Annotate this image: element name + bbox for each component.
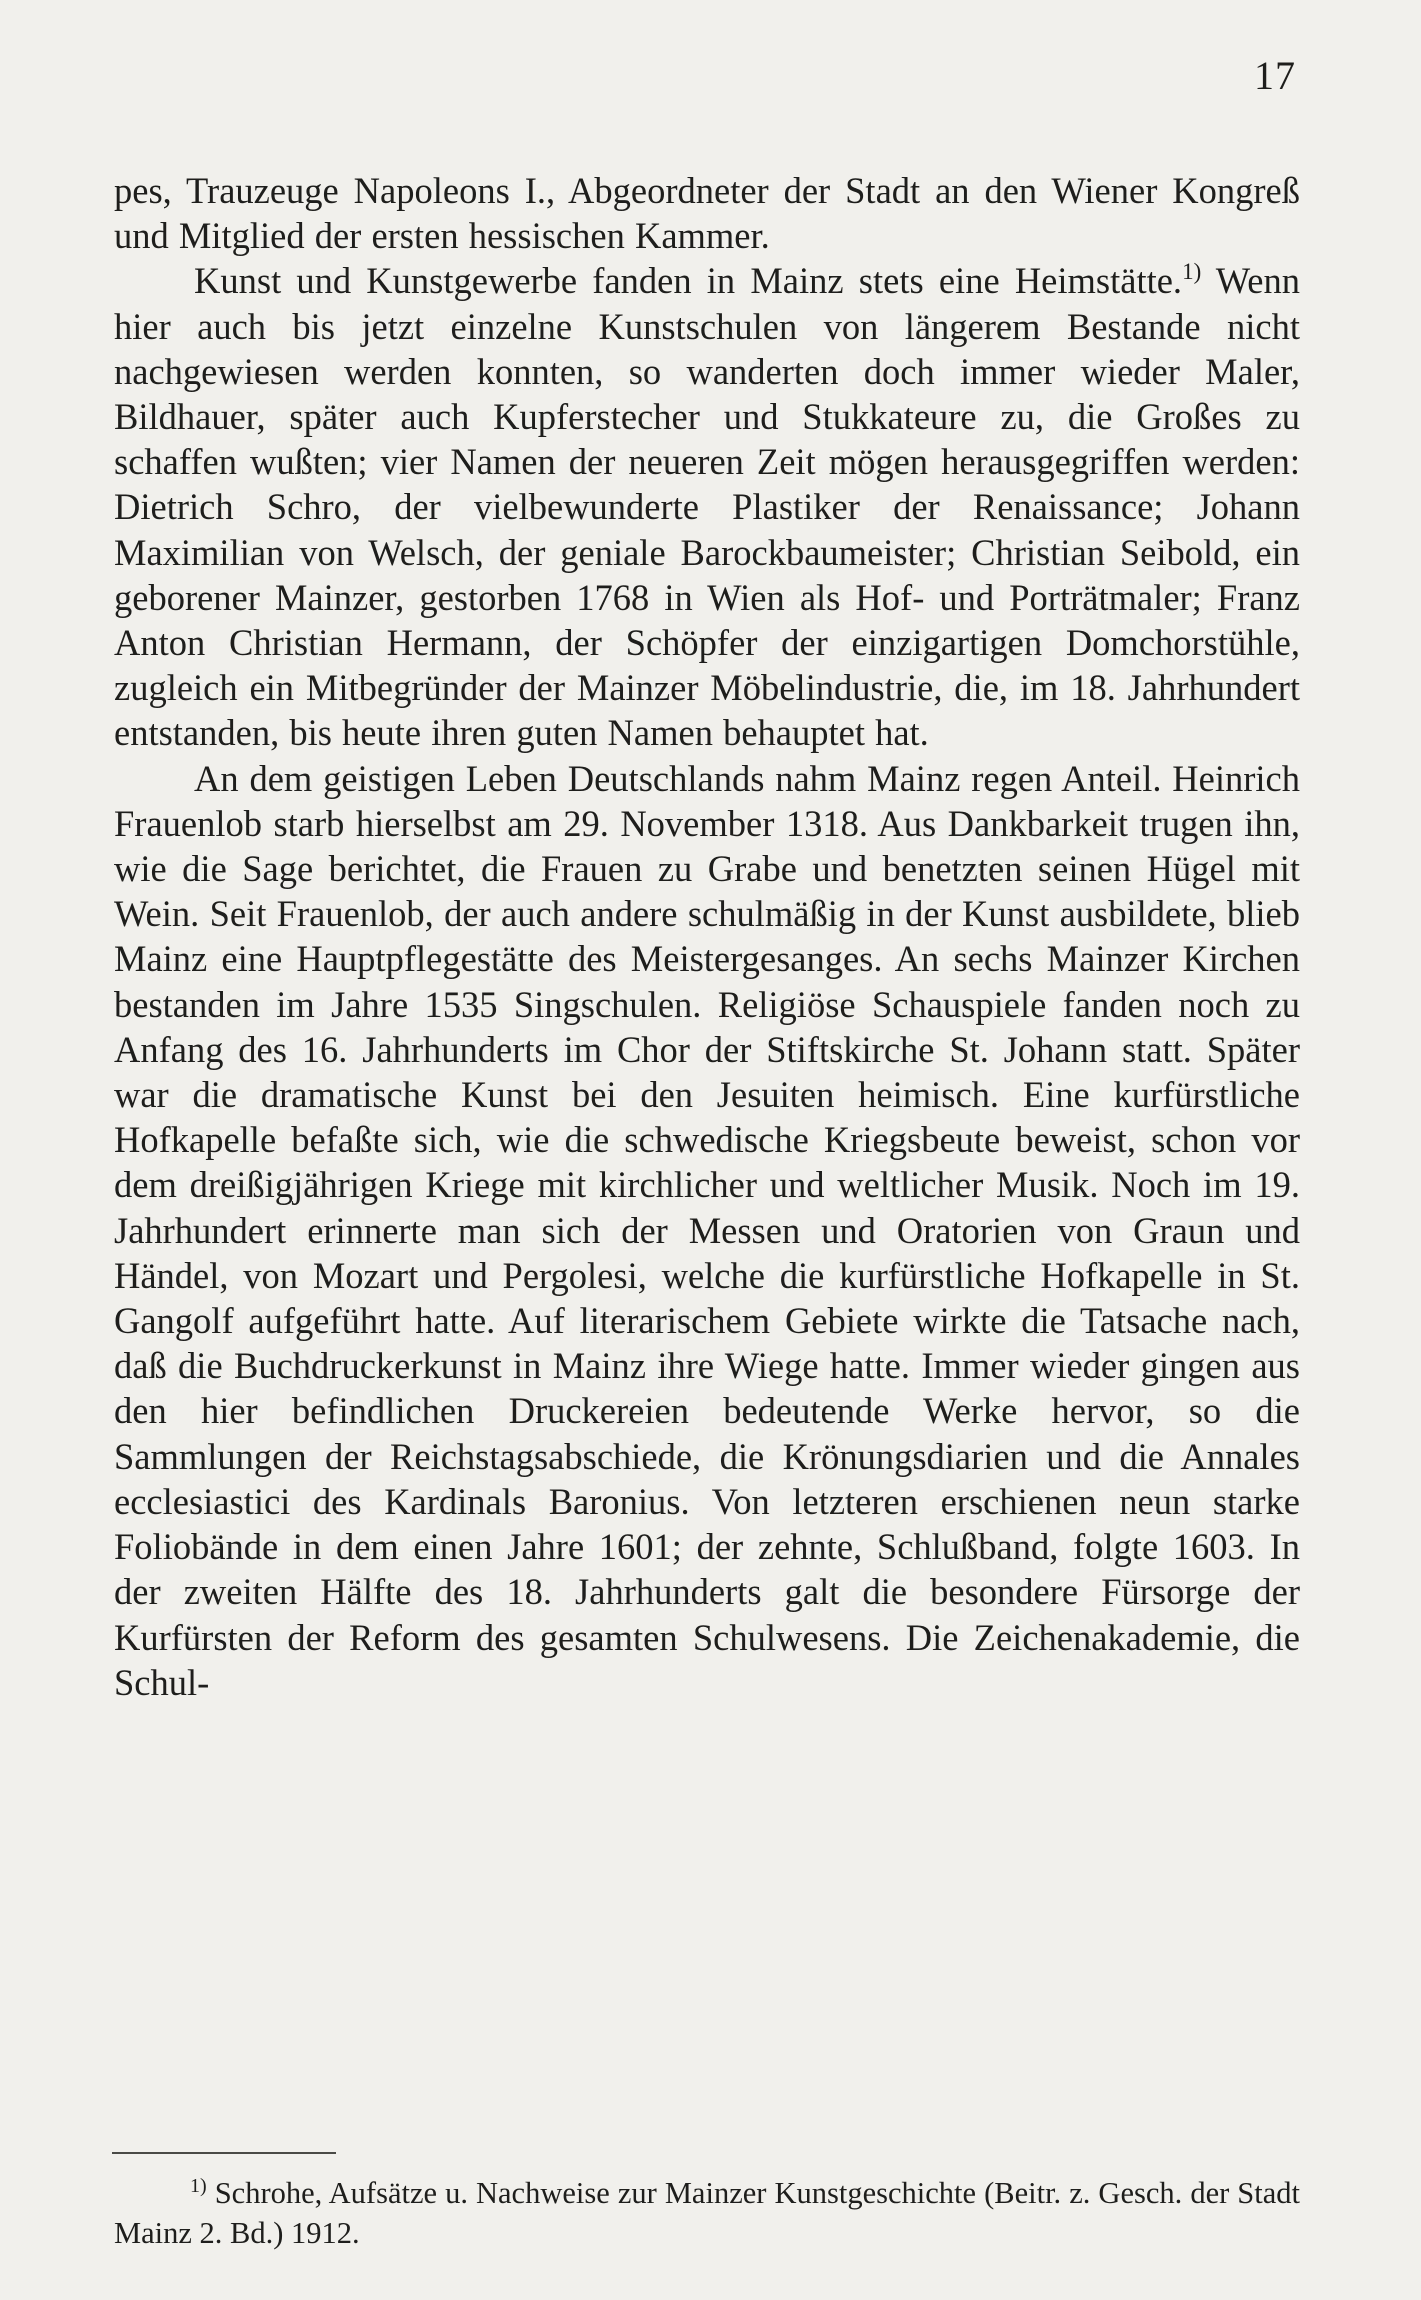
footnote (114, 2173, 1300, 2253)
paragraph-continuation: pes, Trauzeuge Napoleons I., Abgeordneter der Stadt an den Wiener Kongreß und Mitglied der ersten hessischen Kammer. (114, 170, 1300, 257)
body-text (114, 168, 1300, 1705)
paragraph-art-text-start: Kunst und Kunstgewerbe fanden in Mainz stets eine Heimstätte. (194, 260, 1183, 302)
paragraph-art-text-end: Wenn hier auch bis jetzt einzelne Kunstschulen von längerem Bestande nicht nachgewiesen werden konnten, so wanderten doch immer wieder Maler, Bildhauer, später auch Kupferstecher und Stukkateure zu, die Großes zu schaffen wußten; vier Namen der neueren Zeit mögen herausgegriffen werden: Dietrich Schro, der vielbewunderte Plastiker der Renaissance; Johann Maximilian von Welsch, der geniale Barockbaumeister; Christian Seibold, ein geborener Mainzer, gestorben 1768 in Wien als Hof- und Porträtmaler; Franz Anton Christian Hermann, der Schöpfer der einzigartigen Domchorstühle, zugleich ein Mitbegründer der Mainzer Möbelindustrie, die, im 18. Jahrhundert entstanden, bis heute ihren guten Namen behauptet hat. (114, 260, 1300, 754)
paragraph-intellectual-life: An dem geistigen Leben Deutschlands nahm Mainz regen Anteil. Heinrich Frauenlob starb hierselbst am 29. November 1318. Aus Dankbarkeit trugen ihn, wie die Sage berichtet, die Frauen zu Grabe und benetzten seinen Hügel mit Wein. Seit Frauenlob, der auch andere schulmäßig in der Kunst ausbildete, blieb Mainz eine Hauptpflegestätte des Meistergesanges. An sechs Mainzer Kirchen bestanden im Jahre 1535 Singschulen. Religiöse Schauspiele fanden noch zu Anfang des 16. Jahrhunderts im Chor der Stiftskirche St. Johann statt. Später war die dramatische Kunst bei den Jesuiten heimisch. Eine kurfürstliche Hofkapelle befaßte sich, wie die schwedische Kriegsbeute beweist, schon vor dem dreißigjährigen Kriege mit kirchlicher und weltlicher Musik. Noch im 19. Jahrhundert erinnerte man sich der Messen und Oratorien von Graun und Händel, von Mozart und Pergolesi, welche die kurfürstliche Hofkapelle in St. Gangolf aufgeführt hatte. Auf literarischem Gebiete wirkte die Tatsache nach, daß die Buchdruckerkunst in Mainz ihre Wiege hatte. Immer wieder gingen aus den hier befindlichen Druckereien bedeutende Werke hervor, so die Sammlungen der Reichstagsabschiede, die Krönungsdiarien und die Annales ecclesiastici des Kardinals Baronius. Von letzteren erschienen neun starke Foliobände in dem einen Jahre 1601; der zehnte, Schlußband, folgte 1603. In der zweiten Hälfte des 18. Jahrhunderts galt die besondere Fürsorge der Kurfürsten der Reform des gesamten Schulwesens. Die Zeichenakademie, die Schul- (114, 757, 1300, 1703)
paragraph-art (114, 258, 1300, 755)
footnote-mark: 1) (190, 2175, 207, 2197)
page-number: 17 (1254, 53, 1296, 98)
footnote-reference: 1) (1182, 259, 1202, 285)
footnote-text: Schrohe, Aufsätze u. Nachweise zur Mainzer Kunstgeschichte (Beitr. z. Gesch. der Stadt Mainz 2. Bd.) 1912. (114, 2176, 1300, 2250)
footnote-divider (112, 2152, 336, 2154)
